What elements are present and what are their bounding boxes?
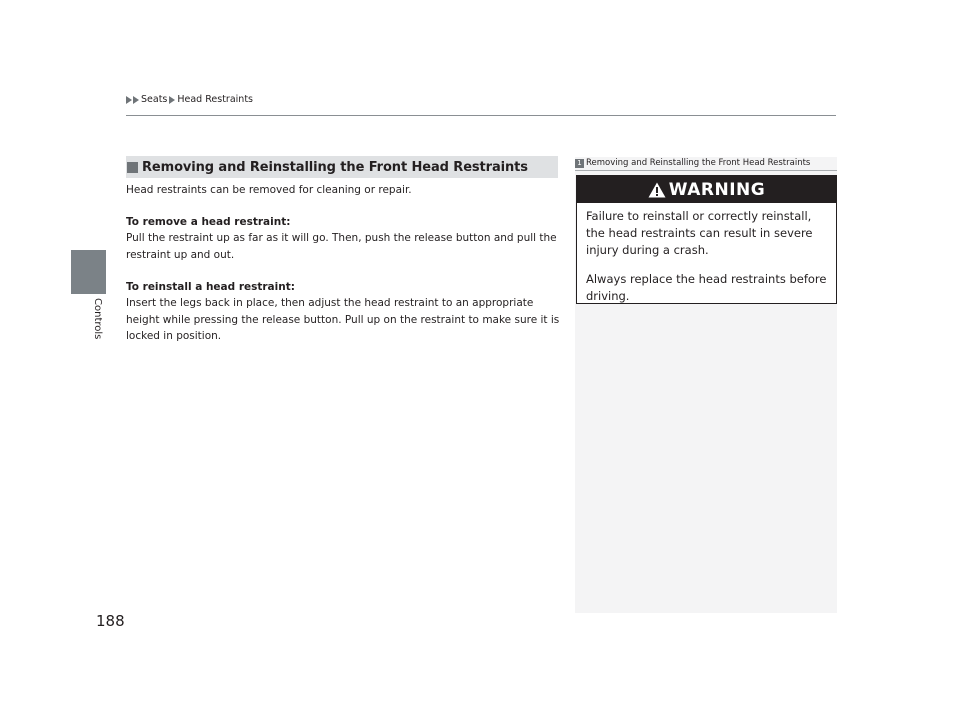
chevron-right-icon <box>133 96 139 104</box>
square-bullet-icon <box>127 162 138 173</box>
intro-paragraph: Head restraints can be removed for cleaning or repair. <box>126 184 412 196</box>
warning-triangle-icon <box>648 182 666 198</box>
warning-box <box>576 175 837 304</box>
chevron-right-icon <box>169 96 175 104</box>
breadcrumb-item-head-restraints[interactable]: Head Restraints <box>177 94 253 105</box>
chapter-tab-marker <box>71 250 106 294</box>
section-header <box>126 156 558 178</box>
remove-paragraph: Pull the restraint up as far as it will go. Then, push the release button and pull the restraint up and out. <box>126 232 557 261</box>
page-number: 188 <box>96 612 125 630</box>
breadcrumb-item-seats[interactable]: Seats <box>141 94 168 105</box>
chapter-label[interactable]: Controls <box>92 298 103 340</box>
warning-body <box>577 203 836 305</box>
warning-label: WARNING <box>668 179 766 200</box>
reinstall-paragraph: Insert the legs back in place, then adjust the head restraint to an appropriate height while pressing the release button. Pull up on the restraint to make sure it is locked in position. <box>126 297 560 342</box>
warning-paragraph: Always replace the head restraints before driving. <box>586 272 827 303</box>
remove-heading: To remove a head restraint: <box>126 216 291 228</box>
chevron-right-icon <box>126 96 132 104</box>
warning-paragraph: Failure to reinstall or correctly reinstall, the head restraints can result in severe injury during a crash. <box>586 209 813 257</box>
note-marker-icon: 1 <box>575 159 584 168</box>
reinstall-heading: To reinstall a head restraint: <box>126 281 295 293</box>
warning-header <box>577 176 836 203</box>
breadcrumb <box>126 94 253 105</box>
note-title-text: Removing and Reinstalling the Front Head Restraints <box>586 158 811 168</box>
section-title: Removing and Reinstalling the Front Head Restraints <box>142 159 528 175</box>
note-divider <box>575 170 837 171</box>
note-title <box>575 158 810 168</box>
header-divider <box>126 115 836 116</box>
